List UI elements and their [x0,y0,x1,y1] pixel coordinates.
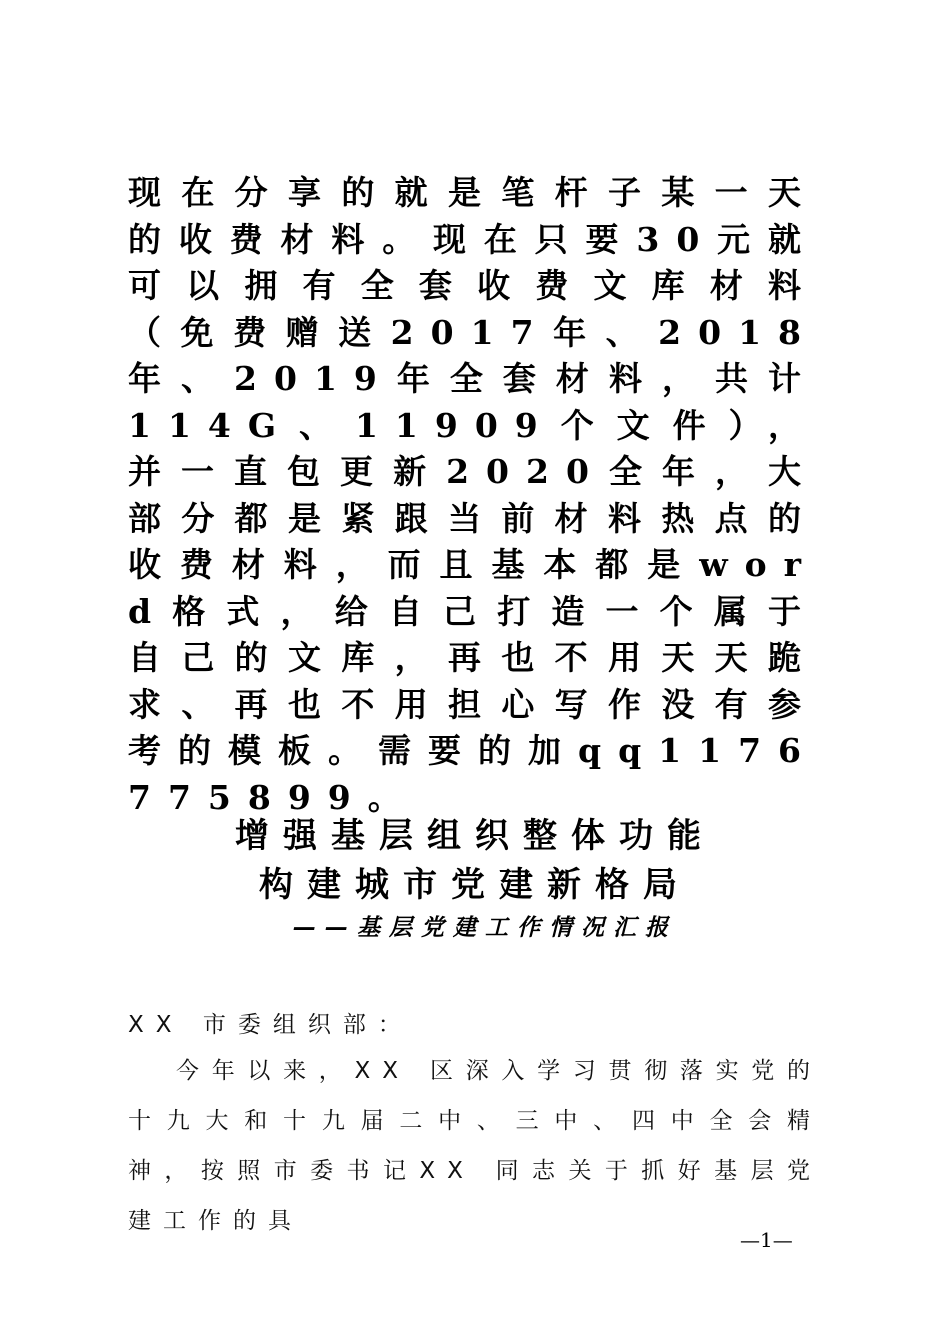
body-paragraph: 今年以来，XX 区深入学习贯彻落实党的十九大和十九届二中、三中、四中全会精神，按照市委书记XX 同志关于抓好基层党建工作的具 [128,1058,822,1234]
document-body [128,1004,822,1246]
document-title-line-2: 构建城市党建新格局 [259,865,691,905]
page-number: —1— [740,1228,793,1252]
document-title-block [0,812,950,946]
document-title-line-1: 增强基层组织整体功能 [235,816,715,856]
promo-paragraph: 现在分享的就是笔杆子某一天的收费材料。现在只要30元就可以拥有全套收费文库材料（免费赠送2017年、2018年、2019年全套材料，共计114G、11909个文件），并一直包更新2020全年，大部分都是紧跟当前材料热点的收费材料，而且基本都是word格式，给自己打造一个属于自己的文库，再也不用天天跪求、再也不用担心写作没有参考的模板。需要的加qq1176775899。 [128,173,818,817]
salutation: XX 市委组织部： [128,1012,413,1038]
document-subtitle: ——基层党建工作情况汇报 [293,915,677,941]
